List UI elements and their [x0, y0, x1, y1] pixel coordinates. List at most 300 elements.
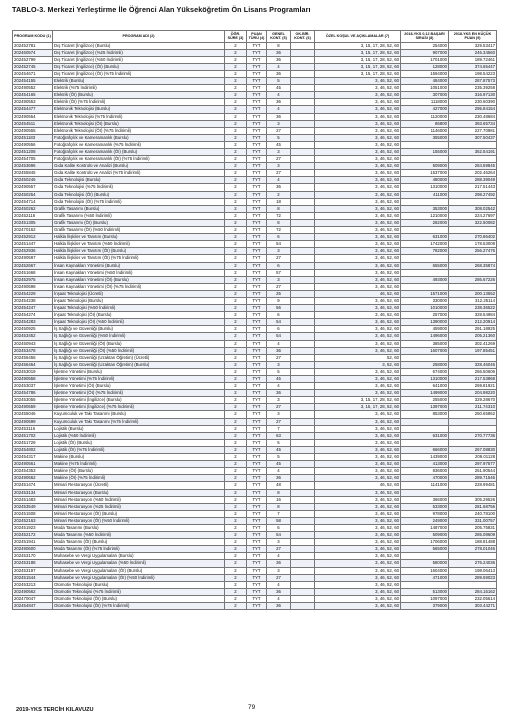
cell-min-score: 235.39258: [449, 85, 497, 92]
table-row: [13, 475, 497, 482]
cell-program-name: Elektronik Teknolojisi (ÖI) (%75 İndirimli): [53, 127, 225, 134]
cell-general-quota: 3: [267, 411, 291, 418]
cell-score-type: TYT: [247, 553, 267, 560]
cell-school-quota: [291, 283, 315, 290]
cell-duration: 2: [225, 70, 247, 77]
table-row: [13, 361, 497, 368]
cell-duration: 2: [225, 326, 247, 333]
cell-general-quota: 8: [267, 219, 291, 226]
table-row: [13, 567, 497, 574]
cell-rank: 565000: [401, 546, 449, 553]
cell-general-quota: 27: [267, 283, 291, 290]
cell-program-name: Otomotiv Teknolojisi (%75 İndirimli): [53, 588, 225, 595]
table-row: [13, 78, 497, 85]
cell-program-name: Elektrik (%75 İndirimli): [53, 85, 225, 92]
cell-duration: 2: [225, 234, 247, 241]
cell-conditions: 3, 46, 52, 60: [315, 475, 401, 482]
cell-score-type: TYT: [247, 539, 267, 546]
cell-school-quota: [291, 56, 315, 63]
cell-duration: 2: [225, 184, 247, 191]
cell-score-type: TYT: [247, 227, 267, 234]
cell-duration: 2: [225, 333, 247, 340]
cell-conditions: 3, 46, 52, 60: [315, 326, 401, 333]
cell-score-type: TYT: [247, 510, 267, 517]
cell-conditions: 3, 46, 52, 60: [315, 234, 401, 241]
cell-duration: 2: [225, 113, 247, 120]
cell-conditions: 3, 46, 52, 60: [315, 134, 401, 141]
cell-min-score: 374.65447: [449, 63, 497, 70]
cell-program-name: Dış Ticaret (İngilizce) (%25 İndirimli): [53, 49, 225, 56]
table-row: [13, 340, 497, 347]
cell-general-quota: 36: [267, 560, 291, 567]
cell-program-name: Fotoğrafçılık ve Kameramanlık (%75 İndirimli): [53, 141, 225, 148]
cell-code: 202455046: [13, 411, 53, 418]
table-row: [13, 127, 497, 134]
cell-conditions: 3, 46, 52, 60: [315, 546, 401, 553]
cell-duration: 2: [225, 163, 247, 170]
cell-min-score: [449, 283, 497, 290]
cell-score-type: TYT: [247, 354, 267, 361]
cell-min-score: 362.54191: [449, 149, 497, 156]
cell-general-quota: 8: [267, 205, 291, 212]
cell-min-score: 312.25114: [449, 297, 497, 304]
cell-score-type: TYT: [247, 461, 267, 468]
table-row: [13, 368, 497, 375]
cell-rank: 254000: [401, 42, 449, 49]
cell-min-score: 268.35874: [449, 262, 497, 269]
cell-general-quota: 36: [267, 390, 291, 397]
cell-program-name: Grafik Tasarımı (ÖI) (%50 İndirimli): [53, 227, 225, 234]
page-number: 79: [248, 704, 256, 711]
table-row: [13, 269, 497, 276]
cell-min-score: 288.39049: [449, 177, 497, 184]
cell-program-name: Mimari Restorasyon (Ücretli): [53, 482, 225, 489]
cell-rank: [401, 269, 449, 276]
table-row: [13, 581, 497, 588]
cell-conditions: 46, 52, 60: [315, 482, 401, 489]
cell-score-type: TYT: [247, 446, 267, 453]
cell-duration: 2: [225, 340, 247, 347]
table-row: [13, 234, 497, 241]
cell-conditions: 3, 15, 17, 28, 52, 60: [315, 42, 401, 49]
cell-duration: 2: [225, 134, 247, 141]
cell-code: 202453188: [13, 560, 53, 567]
cell-conditions: 3, 15, 17, 28, 52, 60: [315, 56, 401, 63]
cell-duration: 2: [225, 517, 247, 524]
cell-duration: 2: [225, 63, 247, 70]
cell-rank: 1706000: [401, 539, 449, 546]
cell-general-quota: 5: [267, 78, 291, 85]
cell-rank: 258000: [401, 361, 449, 368]
cell-code: 202452975: [13, 276, 53, 283]
cell-general-quota: 36: [267, 49, 291, 56]
cell-program-name: İş Sağlığı ve Güvenliği (Uzaktan Öğretim) (Ücretli): [53, 354, 225, 361]
cell-min-score: 307.50437: [449, 134, 497, 141]
cell-min-score: 295.84154: [449, 106, 497, 113]
cell-program-name: İş Sağlığı ve Güvenliği (ÖI) (%50 İndirimli): [53, 347, 225, 354]
cell-program-name: Muhasebe ve Vergi Uygulamaları (Burslu): [53, 553, 225, 560]
cell-general-quota: 7: [267, 425, 291, 432]
programs-table: [12, 30, 497, 610]
cell-min-score: 205.21360: [449, 333, 497, 340]
cell-school-quota: [291, 70, 315, 77]
cell-general-quota: 27: [267, 170, 291, 177]
cell-min-score: 250.65862: [449, 411, 497, 418]
table-row: [13, 489, 497, 496]
cell-min-score: [449, 439, 497, 446]
cell-rank: 86800: [401, 120, 449, 127]
cell-general-quota: 36: [267, 184, 291, 191]
cell-min-score: 316.97130: [449, 92, 497, 99]
cell-conditions: 3, 46, 52, 60: [315, 241, 401, 248]
cell-conditions: 3, 46, 52, 60: [315, 376, 401, 383]
cell-score-type: TYT: [247, 326, 267, 333]
cell-code: 202451474: [13, 482, 53, 489]
cell-score-type: TYT: [247, 198, 267, 205]
table-row: [13, 510, 497, 517]
cell-school-quota: [291, 269, 315, 276]
cell-code: 202452799: [13, 56, 53, 63]
cell-code: 202490599: [13, 418, 53, 425]
cell-rank: 1118000: [401, 99, 449, 106]
cell-score-type: TYT: [247, 120, 267, 127]
cell-program-name: Lojistik (ÖI) (%75 İndirimli): [53, 446, 225, 453]
cell-program-name: İşletme Yönetimi (İngilizce) (Burslu): [53, 397, 225, 404]
cell-duration: 2: [225, 255, 247, 262]
cell-duration: 2: [225, 170, 247, 177]
cell-duration: 2: [225, 418, 247, 425]
cell-duration: 2: [225, 283, 247, 290]
cell-score-type: TYT: [247, 219, 267, 226]
table-row: [13, 141, 497, 148]
table-row: [13, 524, 497, 531]
table-row: [13, 397, 497, 404]
cell-general-quota: 36: [267, 70, 291, 77]
cell-rank: 353000: [401, 205, 449, 212]
cell-code: 202490556: [13, 141, 53, 148]
cell-general-quota: 4: [267, 383, 291, 390]
table-row: [13, 333, 497, 340]
cell-program-name: Gıda Kalite Kontrolü ve Analizi (%75 İndirimli): [53, 170, 225, 177]
cell-conditions: 3, 46, 52, 60: [315, 368, 401, 375]
cell-program-name: İnşaat Teknolojisi (ÖI) (%50 İndirimli): [53, 319, 225, 326]
col-header-conditions: ÖZEL KOŞUL VE AÇIKLAMALAR (7): [315, 31, 401, 43]
table-row: [13, 241, 497, 248]
cell-min-score: 224.27697: [449, 212, 497, 219]
cell-school-quota: [291, 326, 315, 333]
cell-code: 202454705: [13, 156, 53, 163]
cell-score-type: TYT: [247, 163, 267, 170]
cell-score-type: TYT: [247, 404, 267, 411]
cell-score-type: TYT: [247, 42, 267, 49]
cell-program-name: İş Sağlığı ve Güvenliği (ÖI) (Burslu): [53, 340, 225, 347]
cell-conditions: 46, 52, 60: [315, 290, 401, 297]
cell-score-type: TYT: [247, 425, 267, 432]
cell-conditions: 3, 46, 52, 60: [315, 489, 401, 496]
cell-duration: 2: [225, 212, 247, 219]
cell-min-score: 212.20914: [449, 319, 497, 326]
table-row: [13, 404, 497, 411]
cell-score-type: TYT: [247, 191, 267, 198]
cell-code: 202470047: [13, 595, 53, 602]
cell-score-type: TYT: [247, 581, 267, 588]
cell-min-score: 289.71546: [449, 475, 497, 482]
cell-rank: 1310000: [401, 376, 449, 383]
col-header-duration: ÖĞR. SÜRE (3): [225, 31, 247, 43]
cell-program-name: Muhasebe ve Vergi Uygulamaları (ÖI) (%50 İndirimli): [53, 574, 225, 581]
cell-duration: 2: [225, 439, 247, 446]
cell-duration: 2: [225, 241, 247, 248]
cell-duration: 2: [225, 461, 247, 468]
cell-conditions: 3, 46, 52, 60: [315, 184, 401, 191]
cell-general-quota: 5: [267, 439, 291, 446]
cell-duration: 2: [225, 595, 247, 602]
cell-conditions: 3, 46, 52, 60: [315, 574, 401, 581]
cell-school-quota: [291, 333, 315, 340]
cell-code: 202460574: [13, 49, 53, 56]
cell-duration: 2: [225, 376, 247, 383]
cell-code: 202490553: [13, 99, 53, 106]
table-row: [13, 553, 497, 560]
cell-conditions: 3, 15, 17, 28, 52, 60: [315, 63, 401, 70]
cell-conditions: 3, 46, 52, 60: [315, 127, 401, 134]
cell-general-quota: 5: [267, 134, 291, 141]
cell-program-name: Makine (ÖI) (Burslu): [53, 468, 225, 475]
cell-general-quota: 48: [267, 482, 291, 489]
cell-school-quota: [291, 404, 315, 411]
cell-program-name: Halkla İlişkiler ve Tanıtım (Burslu): [53, 234, 225, 241]
cell-min-score: 200.13552: [449, 290, 497, 297]
cell-code: 202452936: [13, 248, 53, 255]
cell-general-quota: 54: [267, 241, 291, 248]
cell-code: 202453037: [13, 383, 53, 390]
cell-general-quota: 36: [267, 56, 291, 63]
cell-conditions: 3, 46, 52, 60: [315, 454, 401, 461]
cell-duration: 2: [225, 546, 247, 553]
cell-school-quota: [291, 432, 315, 439]
table-row: [13, 163, 497, 170]
cell-code: 202490558: [13, 376, 53, 383]
cell-school-quota: [291, 248, 315, 255]
cell-duration: 2: [225, 361, 247, 368]
cell-general-quota: 45: [267, 141, 291, 148]
cell-conditions: 3, 46, 52, 60: [315, 553, 401, 560]
cell-conditions: 3, 15, 17, 28, 52, 60: [315, 404, 401, 411]
table-row: [13, 354, 497, 361]
table-row: [13, 390, 497, 397]
cell-min-score: [449, 354, 497, 361]
table-row: [13, 134, 497, 141]
cell-rank: [401, 227, 449, 234]
cell-general-quota: 54: [267, 319, 291, 326]
cell-min-score: [449, 553, 497, 560]
cell-rank: 1571000: [401, 290, 449, 297]
cell-duration: 2: [225, 354, 247, 361]
cell-code: 202454786: [13, 390, 53, 397]
cell-code: 202452781: [13, 42, 53, 49]
cell-conditions: 3, 46, 52, 60: [315, 510, 401, 517]
cell-score-type: TYT: [247, 603, 267, 610]
cell-score-type: TYT: [247, 546, 267, 553]
cell-score-type: TYT: [247, 290, 267, 297]
cell-conditions: 3, 46, 52, 60: [315, 425, 401, 432]
cell-school-quota: [291, 354, 315, 361]
cell-school-quota: [291, 397, 315, 404]
cell-min-score: 198.06413: [449, 567, 497, 574]
cell-duration: 2: [225, 42, 247, 49]
cell-min-score: 289.59023: [449, 574, 497, 581]
cell-program-name: İşletme Yönetimi (Burslu): [53, 368, 225, 375]
table-row: [13, 454, 497, 461]
cell-general-quota: 57: [267, 269, 291, 276]
cell-school-quota: [291, 603, 315, 610]
cell-rank: 1537000: [401, 170, 449, 177]
cell-score-type: TYT: [247, 113, 267, 120]
cell-rank: [401, 255, 449, 262]
cell-score-type: TYT: [247, 177, 267, 184]
table-row: [13, 177, 497, 184]
table-row: [13, 347, 497, 354]
cell-conditions: 3, 46, 52, 60: [315, 524, 401, 531]
cell-conditions: 3, 46, 52, 60: [315, 496, 401, 503]
cell-code: 202451923: [13, 524, 53, 531]
cell-min-score: 328.54984: [449, 312, 497, 319]
cell-duration: 2: [225, 120, 247, 127]
cell-rank: 1097000: [401, 595, 449, 602]
cell-school-quota: [291, 560, 315, 567]
cell-conditions: 3, 46, 52, 60: [315, 227, 401, 234]
cell-min-score: 217.53868: [449, 376, 497, 383]
cell-program-name: Otomotiv Teknolojisi (ÖI) (%75 İndirimli): [53, 603, 225, 610]
cell-program-name: İnsan Kaynakları Yönetimi (Burslu): [53, 262, 225, 269]
cell-score-type: TYT: [247, 567, 267, 574]
cell-general-quota: 4: [267, 468, 291, 475]
cell-score-type: TYT: [247, 276, 267, 283]
cell-rank: 411000: [401, 191, 449, 198]
cell-min-score: 197.85451: [449, 347, 497, 354]
cell-duration: 2: [225, 276, 247, 283]
cell-rank: 1310000: [401, 184, 449, 191]
cell-school-quota: [291, 461, 315, 468]
table-row: [13, 212, 497, 219]
cell-conditions: 3, 46, 52, 60: [315, 255, 401, 262]
cell-conditions: 3, 46, 52, 60: [315, 212, 401, 219]
cell-min-score: 308.02542: [449, 205, 497, 212]
cell-duration: 2: [225, 227, 247, 234]
cell-general-quota: 36: [267, 603, 291, 610]
cell-rank: 249000: [401, 517, 449, 524]
cell-general-quota: 7: [267, 510, 291, 517]
cell-min-score: 298.27492: [449, 191, 497, 198]
cell-program-name: Halkla İlişkiler ve Tanıtım (ÖI) (Burslu): [53, 248, 225, 255]
cell-min-score: 322.50082: [449, 219, 497, 226]
cell-score-type: TYT: [247, 489, 267, 496]
cell-general-quota: 5: [267, 454, 291, 461]
cell-program-name: Kuyumculuk ve Takı Tasarımı (%75 İndirimli): [53, 418, 225, 425]
cell-school-quota: [291, 241, 315, 248]
cell-school-quota: [291, 475, 315, 482]
cell-conditions: 3, 46, 52, 60: [315, 205, 401, 212]
cell-min-score: 202.46264: [449, 170, 497, 177]
cell-code: 202451508: [13, 510, 53, 517]
cell-conditions: 3, 46, 52, 60: [315, 78, 401, 85]
cell-code: 202454238: [13, 297, 53, 304]
cell-duration: 2: [225, 92, 247, 99]
cell-general-quota: 4: [267, 581, 291, 588]
cell-min-score: 270.77736: [449, 432, 497, 439]
cell-program-name: İnşaat Teknolojisi (Burslu): [53, 297, 225, 304]
cell-rank: 509000: [401, 532, 449, 539]
table-row: [13, 319, 497, 326]
cell-rank: 631000: [401, 234, 449, 241]
cell-school-quota: [291, 127, 315, 134]
cell-general-quota: 45: [267, 461, 291, 468]
cell-general-quota: 3: [267, 248, 291, 255]
cell-general-quota: 27: [267, 404, 291, 411]
cell-program-name: İş Sağlığı ve Güvenliği (Burslu): [53, 326, 225, 333]
cell-min-score: 270.86402: [449, 234, 497, 241]
cell-score-type: TYT: [247, 496, 267, 503]
cell-conditions: 3, 46, 52, 60: [315, 347, 401, 354]
cell-conditions: 3, 52, 60: [315, 361, 401, 368]
cell-general-quota: 8: [267, 489, 291, 496]
table-row: [13, 42, 497, 49]
cell-score-type: TYT: [247, 595, 267, 602]
cell-score-type: TYT: [247, 532, 267, 539]
cell-program-name: Mimari Restorasyon (%50 İndirimli): [53, 496, 225, 503]
cell-school-quota: [291, 496, 315, 503]
cell-general-quota: 45: [267, 85, 291, 92]
cell-program-name: Gıda Teknolojisi (Burslu): [53, 177, 225, 184]
cell-program-name: Elektronik Teknolojisi (ÖI) (Burslu): [53, 120, 225, 127]
cell-duration: 2: [225, 156, 247, 163]
cell-general-quota: 4: [267, 92, 291, 99]
cell-code: 202451183: [13, 134, 53, 141]
cell-min-score: 189.72461: [449, 56, 497, 63]
cell-rank: 427000: [401, 106, 449, 113]
cell-school-quota: [291, 113, 315, 120]
cell-score-type: TYT: [247, 517, 267, 524]
cell-code: 202453549: [13, 503, 53, 510]
cell-school-quota: [291, 390, 315, 397]
cell-score-type: TYT: [247, 106, 267, 113]
cell-program-name: Mimari Restorasyon (ÖI) (%50 İndirimli): [53, 517, 225, 524]
cell-score-type: TYT: [247, 503, 267, 510]
cell-program-name: Muhasebe ve Vergi Uygulamaları (ÖI) (Burslu): [53, 567, 225, 574]
cell-rank: 1496000: [401, 333, 449, 340]
cell-rank: 1210000: [401, 212, 449, 219]
cell-min-score: 204.98220: [449, 390, 497, 397]
cell-min-score: 286.67226: [449, 276, 497, 283]
cell-score-type: TYT: [247, 390, 267, 397]
cell-general-quota: 36: [267, 347, 291, 354]
cell-code: 202452172: [13, 532, 53, 539]
cell-code: 202454511: [13, 120, 53, 127]
cell-rank: 1390000: [401, 319, 449, 326]
cell-score-type: TYT: [247, 574, 267, 581]
cell-code: 202456455: [13, 354, 53, 361]
cell-general-quota: 54: [267, 333, 291, 340]
cell-duration: 2: [225, 149, 247, 156]
cell-general-quota: 4: [267, 595, 291, 602]
cell-code: 202454165: [13, 92, 53, 99]
cell-score-type: TYT: [247, 588, 267, 595]
cell-duration: 2: [225, 85, 247, 92]
table-row: [13, 106, 497, 113]
cell-min-score: 230.48684: [449, 113, 497, 120]
cell-rank: 282000: [401, 219, 449, 226]
cell-school-quota: [291, 290, 315, 297]
